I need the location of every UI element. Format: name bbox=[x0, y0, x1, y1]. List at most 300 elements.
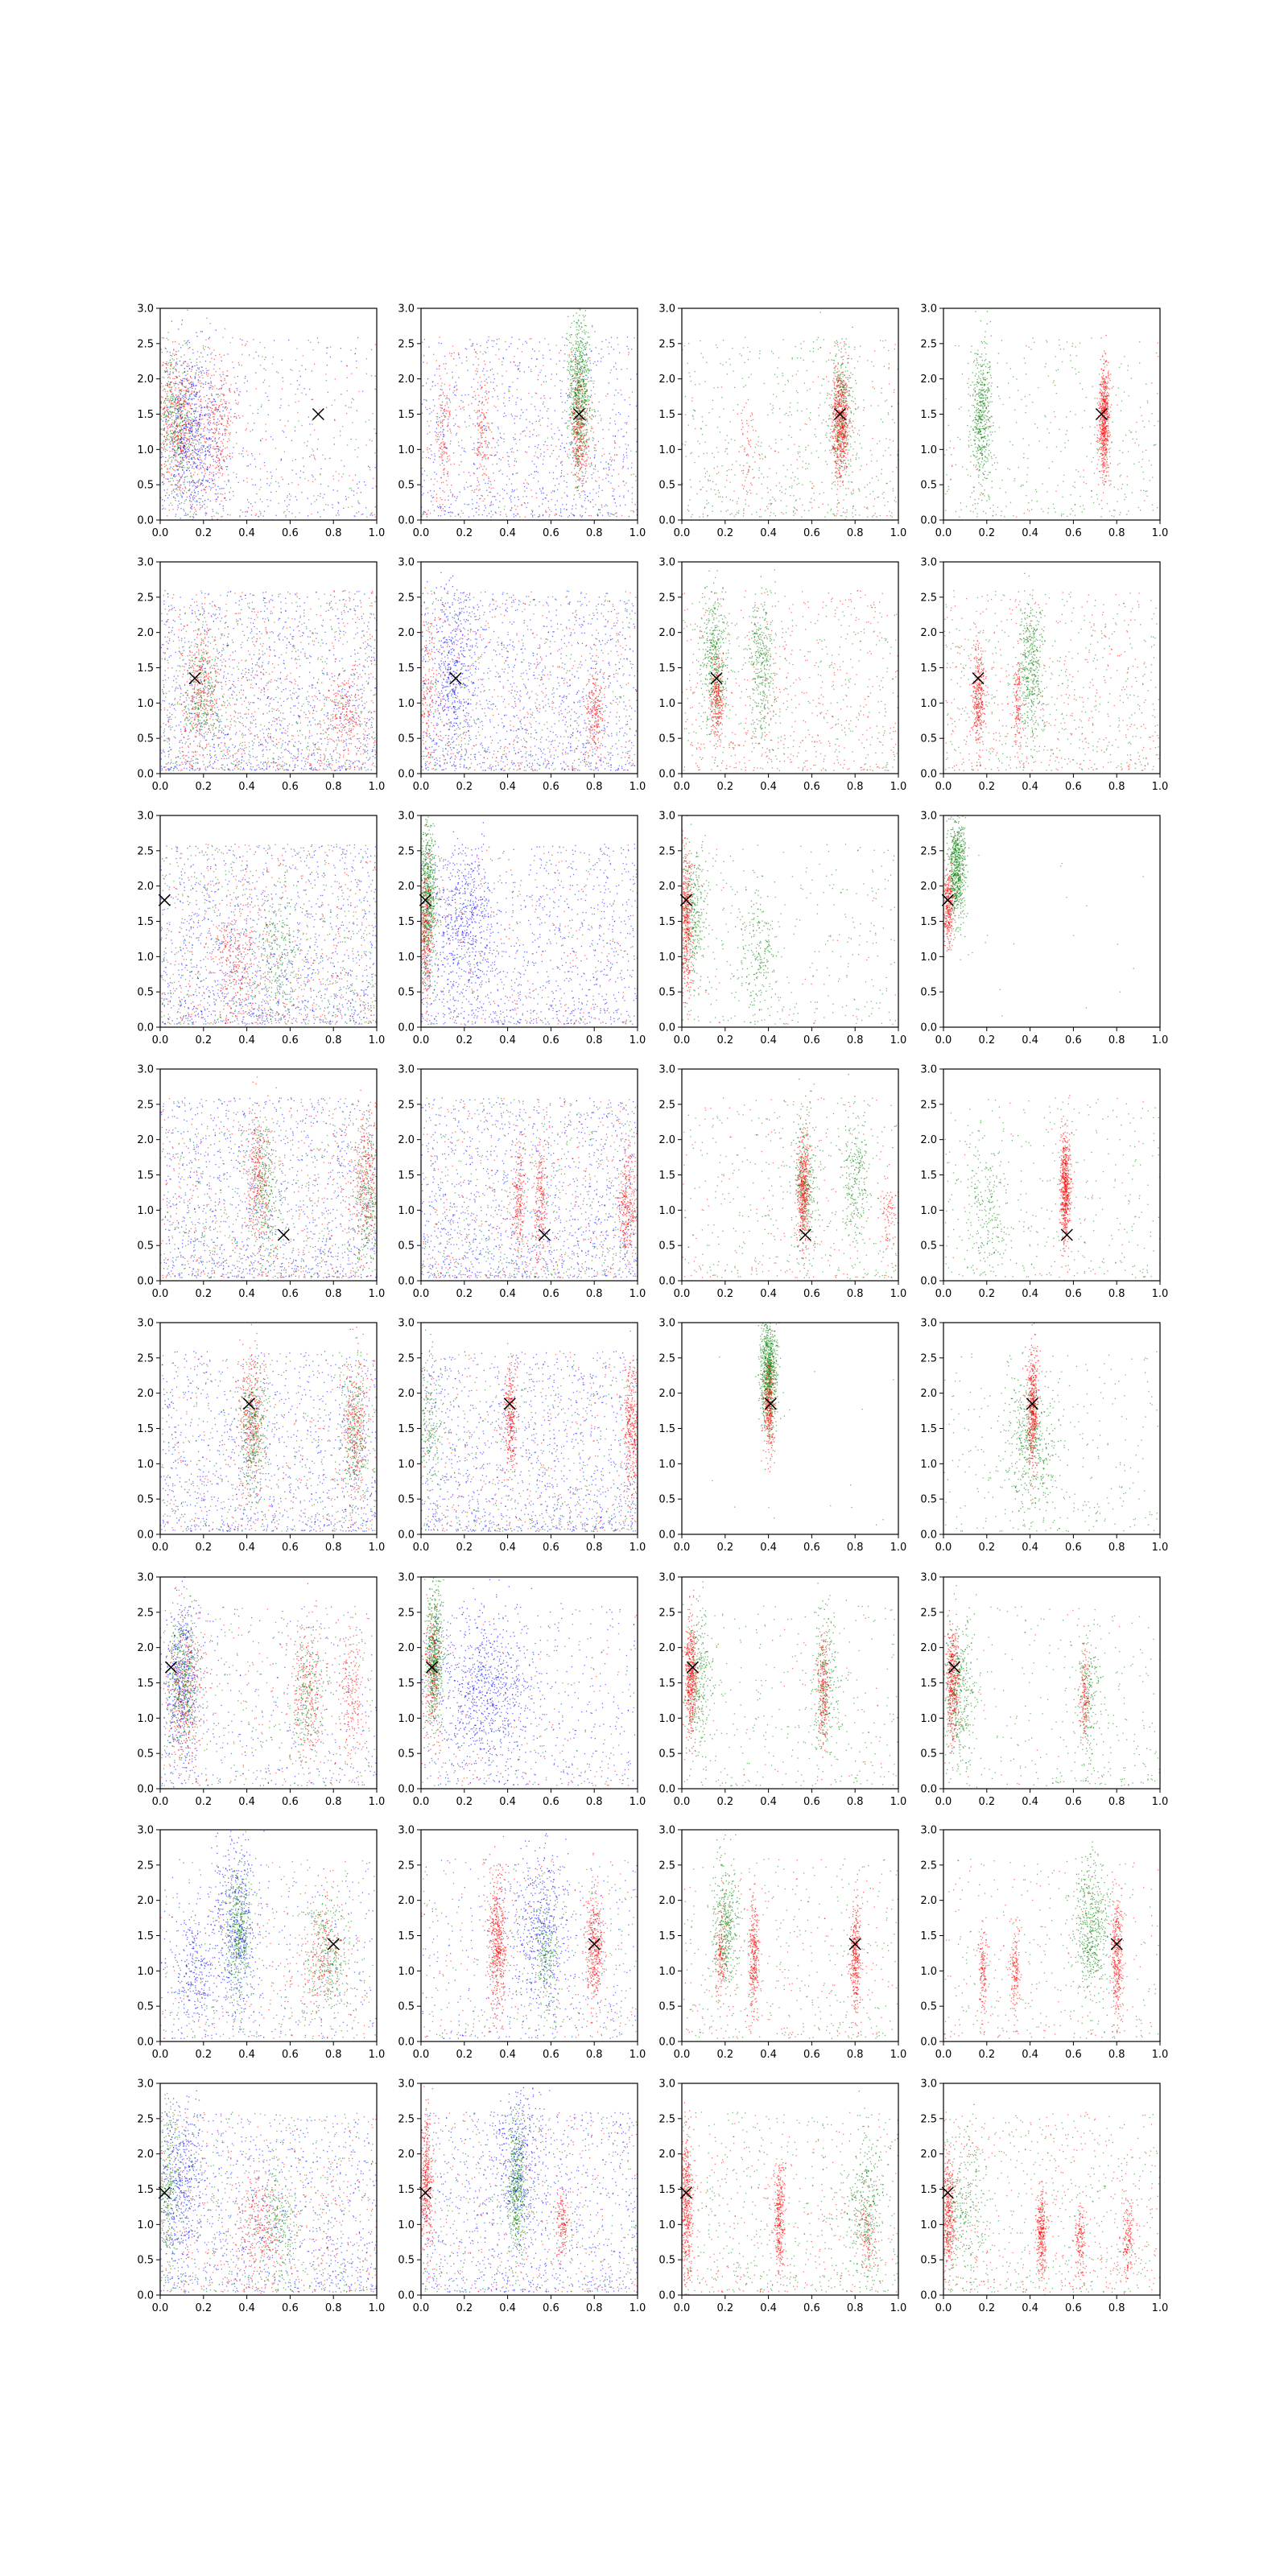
point-red bbox=[582, 506, 583, 507]
point-red bbox=[449, 413, 450, 414]
point-blue bbox=[473, 492, 474, 493]
point-red bbox=[154, 433, 155, 434]
point-red bbox=[232, 456, 233, 457]
point-red bbox=[173, 415, 174, 416]
point-red bbox=[167, 415, 168, 416]
point-red bbox=[555, 446, 556, 447]
point-red bbox=[442, 449, 443, 450]
point-green bbox=[270, 483, 271, 484]
point-green bbox=[190, 398, 191, 399]
point-red bbox=[189, 419, 190, 420]
point-green bbox=[171, 505, 172, 506]
point-red bbox=[215, 461, 216, 462]
point-blue bbox=[429, 413, 430, 414]
point-blue bbox=[573, 460, 574, 461]
point-green bbox=[251, 479, 252, 480]
point-red bbox=[519, 516, 520, 517]
point-red bbox=[469, 418, 470, 419]
point-red bbox=[583, 382, 584, 383]
point-green bbox=[577, 400, 578, 401]
point-blue bbox=[524, 430, 525, 431]
point-red bbox=[208, 369, 209, 370]
point-blue bbox=[183, 493, 184, 494]
point-green bbox=[187, 416, 188, 417]
point-blue bbox=[464, 504, 465, 505]
point-green bbox=[167, 396, 168, 397]
point-blue bbox=[177, 469, 178, 470]
point-red bbox=[213, 374, 214, 375]
point-blue bbox=[482, 514, 483, 515]
point-red bbox=[430, 513, 431, 514]
point-red bbox=[191, 442, 192, 443]
point-green bbox=[189, 501, 190, 502]
point-green bbox=[574, 378, 575, 379]
point-green bbox=[179, 403, 180, 404]
point-blue bbox=[189, 396, 190, 397]
point-blue bbox=[197, 368, 198, 369]
point-green bbox=[182, 443, 183, 444]
point-blue bbox=[494, 447, 495, 448]
x-tick-label: 0.4 bbox=[238, 527, 255, 539]
point-red bbox=[422, 413, 423, 414]
point-blue bbox=[181, 438, 182, 439]
point-green bbox=[163, 389, 164, 390]
point-red bbox=[175, 376, 176, 377]
point-blue bbox=[473, 378, 474, 379]
point-blue bbox=[177, 505, 178, 506]
point-red bbox=[195, 459, 196, 460]
point-red bbox=[429, 448, 430, 449]
point-red bbox=[154, 469, 155, 470]
point-blue bbox=[180, 382, 181, 383]
point-blue bbox=[204, 451, 205, 452]
point-blue bbox=[169, 495, 170, 496]
point-red bbox=[178, 394, 179, 395]
point-green bbox=[585, 347, 586, 348]
point-red bbox=[167, 383, 168, 384]
point-red bbox=[612, 459, 613, 460]
point-green bbox=[213, 416, 214, 417]
point-blue bbox=[337, 513, 338, 514]
point-red bbox=[163, 450, 164, 451]
point-blue bbox=[196, 487, 197, 488]
point-blue bbox=[526, 488, 527, 489]
point-blue bbox=[437, 439, 438, 440]
point-green bbox=[586, 343, 587, 344]
point-blue bbox=[359, 481, 360, 482]
point-red bbox=[200, 428, 201, 429]
point-green bbox=[295, 360, 296, 361]
point-blue bbox=[193, 394, 194, 395]
point-green bbox=[582, 476, 583, 477]
point-red bbox=[175, 408, 176, 409]
point-green bbox=[186, 451, 187, 452]
point-red bbox=[586, 441, 587, 442]
point-red bbox=[167, 471, 168, 472]
point-green bbox=[176, 361, 177, 362]
point-green bbox=[582, 342, 583, 343]
point-red bbox=[574, 431, 575, 432]
point-green bbox=[166, 465, 167, 466]
point-red bbox=[226, 382, 227, 383]
point-red bbox=[221, 423, 222, 424]
point-green bbox=[154, 400, 155, 401]
point-blue bbox=[209, 430, 210, 431]
point-red bbox=[425, 512, 426, 513]
point-red bbox=[442, 439, 443, 440]
point-green bbox=[581, 342, 582, 343]
point-red bbox=[291, 482, 292, 483]
point-green bbox=[157, 406, 158, 407]
point-green bbox=[356, 439, 357, 440]
point-blue bbox=[199, 377, 200, 378]
point-red bbox=[167, 374, 168, 375]
point-blue bbox=[584, 500, 585, 501]
point-blue bbox=[565, 451, 566, 452]
point-green bbox=[581, 348, 582, 349]
point-green bbox=[182, 416, 183, 417]
point-red bbox=[626, 423, 627, 424]
point-green bbox=[563, 411, 564, 412]
point-red bbox=[193, 474, 194, 475]
point-red bbox=[166, 410, 167, 411]
point-blue bbox=[264, 462, 265, 463]
point-blue bbox=[216, 448, 217, 449]
point-blue bbox=[189, 342, 190, 343]
point-blue bbox=[245, 511, 246, 512]
point-green bbox=[573, 378, 574, 379]
point-red bbox=[454, 390, 455, 391]
point-blue bbox=[529, 475, 530, 476]
point-red bbox=[220, 452, 221, 453]
point-red bbox=[217, 472, 218, 473]
point-red bbox=[334, 420, 335, 421]
point-blue bbox=[488, 478, 489, 479]
point-red bbox=[575, 487, 576, 488]
point-red bbox=[217, 397, 218, 398]
point-blue bbox=[216, 462, 217, 463]
point-blue bbox=[572, 514, 573, 515]
point-green bbox=[567, 345, 568, 346]
point-green bbox=[422, 514, 423, 515]
point-blue bbox=[542, 504, 543, 505]
point-green bbox=[187, 412, 188, 413]
point-green bbox=[191, 507, 192, 508]
point-green bbox=[578, 330, 579, 331]
point-red bbox=[175, 394, 176, 395]
point-red bbox=[246, 510, 247, 511]
point-red bbox=[216, 408, 217, 409]
point-red bbox=[525, 517, 526, 518]
point-red bbox=[440, 378, 441, 379]
point-blue bbox=[551, 436, 552, 437]
point-green bbox=[504, 441, 505, 442]
point-blue bbox=[549, 514, 550, 515]
point-red bbox=[184, 490, 185, 491]
point-blue bbox=[345, 499, 346, 500]
point-green bbox=[281, 459, 282, 460]
point-blue bbox=[608, 481, 609, 482]
point-blue bbox=[472, 345, 473, 346]
point-blue bbox=[245, 376, 246, 377]
point-green bbox=[171, 419, 172, 420]
point-green bbox=[175, 426, 176, 427]
point-red bbox=[629, 397, 630, 398]
point-blue bbox=[450, 512, 451, 513]
point-red bbox=[192, 455, 193, 456]
point-blue bbox=[337, 490, 338, 491]
point-red bbox=[577, 480, 578, 481]
point-green bbox=[172, 368, 173, 369]
point-red bbox=[315, 459, 316, 460]
point-green bbox=[576, 488, 577, 489]
point-blue bbox=[174, 397, 175, 398]
point-blue bbox=[375, 389, 376, 390]
point-blue bbox=[547, 418, 548, 419]
point-blue bbox=[211, 382, 212, 383]
point-red bbox=[422, 342, 423, 343]
point-blue bbox=[186, 440, 187, 441]
point-red bbox=[162, 473, 163, 474]
point-blue bbox=[190, 497, 191, 498]
point-green bbox=[167, 385, 168, 386]
point-green bbox=[163, 440, 164, 441]
point-blue bbox=[200, 484, 201, 485]
point-blue bbox=[536, 466, 537, 467]
point-blue bbox=[179, 473, 180, 474]
point-red bbox=[155, 430, 156, 431]
point-red bbox=[537, 456, 538, 457]
point-green bbox=[587, 420, 588, 421]
point-red bbox=[621, 515, 622, 516]
point-red bbox=[585, 408, 586, 409]
point-red bbox=[170, 373, 171, 374]
point-red bbox=[440, 410, 441, 411]
point-red bbox=[239, 516, 240, 517]
point-blue bbox=[370, 514, 371, 515]
point-blue bbox=[291, 513, 292, 514]
point-red bbox=[546, 511, 547, 512]
point-red bbox=[155, 392, 156, 393]
point-red bbox=[232, 361, 233, 362]
point-red bbox=[220, 423, 221, 424]
point-red bbox=[185, 394, 186, 395]
point-red bbox=[443, 508, 444, 509]
point-red bbox=[218, 466, 219, 467]
point-blue bbox=[317, 337, 318, 338]
point-red bbox=[220, 468, 221, 469]
point-red bbox=[167, 409, 168, 410]
point-red bbox=[208, 422, 209, 423]
point-red bbox=[452, 345, 453, 346]
point-green bbox=[179, 435, 180, 436]
point-blue bbox=[488, 483, 489, 484]
point-blue bbox=[485, 430, 486, 431]
point-red bbox=[502, 457, 503, 458]
point-green bbox=[582, 371, 583, 372]
point-blue bbox=[190, 464, 191, 465]
point-green bbox=[570, 444, 571, 445]
point-green bbox=[583, 339, 584, 340]
point-red bbox=[155, 397, 156, 398]
point-blue bbox=[613, 496, 614, 497]
point-blue bbox=[300, 470, 301, 471]
point-red bbox=[576, 423, 577, 424]
point-blue bbox=[345, 496, 346, 497]
point-red bbox=[632, 391, 633, 392]
point-green bbox=[175, 440, 176, 441]
point-blue bbox=[582, 515, 583, 516]
point-blue bbox=[148, 492, 149, 493]
point-green bbox=[506, 476, 507, 477]
point-green bbox=[591, 390, 592, 391]
point-red bbox=[578, 382, 579, 383]
point-green bbox=[578, 359, 579, 360]
point-red bbox=[171, 389, 172, 390]
point-green bbox=[161, 403, 162, 404]
point-blue bbox=[435, 374, 436, 375]
point-blue bbox=[344, 465, 345, 466]
point-blue bbox=[581, 517, 582, 518]
point-green bbox=[581, 356, 582, 357]
point-green bbox=[169, 407, 170, 408]
point-blue bbox=[323, 497, 324, 498]
point-blue bbox=[194, 413, 195, 414]
point-green bbox=[577, 334, 578, 335]
point-blue bbox=[255, 515, 256, 516]
point-red bbox=[375, 516, 376, 517]
point-red bbox=[579, 442, 580, 443]
point-green bbox=[576, 375, 577, 376]
point-green bbox=[573, 356, 574, 357]
point-red bbox=[490, 502, 491, 503]
point-red bbox=[500, 511, 501, 512]
point-red bbox=[583, 483, 584, 484]
point-red bbox=[183, 406, 184, 407]
point-blue bbox=[586, 447, 587, 448]
point-red bbox=[173, 433, 174, 434]
point-blue bbox=[427, 510, 428, 511]
point-blue bbox=[206, 439, 207, 440]
point-blue bbox=[468, 394, 469, 395]
point-blue bbox=[207, 354, 208, 355]
point-blue bbox=[248, 465, 249, 466]
point-green bbox=[588, 423, 589, 424]
point-blue bbox=[201, 436, 202, 437]
point-red bbox=[539, 516, 540, 517]
point-blue bbox=[505, 406, 506, 407]
point-red bbox=[477, 439, 478, 440]
point-green bbox=[326, 380, 327, 381]
point-green bbox=[426, 399, 427, 400]
point-blue bbox=[617, 392, 618, 393]
point-blue bbox=[487, 382, 488, 383]
point-blue bbox=[296, 499, 297, 500]
point-green bbox=[580, 420, 581, 421]
point-red bbox=[178, 436, 179, 437]
point-blue bbox=[220, 493, 221, 494]
point-blue bbox=[355, 475, 356, 476]
point-blue bbox=[208, 383, 209, 384]
point-red bbox=[180, 446, 181, 447]
point-red bbox=[439, 439, 440, 440]
point-red bbox=[576, 432, 577, 433]
point-red bbox=[216, 371, 217, 372]
point-red bbox=[436, 501, 437, 502]
point-red bbox=[612, 488, 613, 489]
point-red bbox=[190, 408, 191, 409]
point-blue bbox=[517, 450, 518, 451]
point-green bbox=[212, 352, 213, 353]
point-green bbox=[191, 413, 192, 414]
point-blue bbox=[528, 484, 529, 485]
point-green bbox=[571, 361, 572, 362]
point-blue bbox=[553, 450, 554, 451]
point-blue bbox=[215, 432, 216, 433]
point-blue bbox=[566, 504, 567, 505]
point-red bbox=[215, 355, 216, 356]
point-red bbox=[623, 466, 624, 467]
point-green bbox=[374, 514, 375, 515]
point-blue bbox=[584, 494, 585, 495]
point-blue bbox=[529, 421, 530, 422]
point-blue bbox=[517, 378, 518, 379]
point-blue bbox=[492, 496, 493, 497]
point-red bbox=[504, 397, 505, 398]
point-blue bbox=[189, 481, 190, 482]
point-green bbox=[163, 430, 164, 431]
point-red bbox=[216, 429, 217, 430]
point-blue bbox=[183, 398, 184, 399]
point-red bbox=[631, 474, 632, 475]
point-green bbox=[574, 407, 575, 408]
point-green bbox=[578, 485, 579, 486]
point-green bbox=[574, 398, 575, 399]
point-green bbox=[155, 467, 156, 468]
point-red bbox=[574, 400, 575, 401]
point-red bbox=[164, 447, 165, 448]
point-blue bbox=[332, 507, 333, 508]
point-green bbox=[190, 476, 191, 477]
point-blue bbox=[596, 450, 597, 451]
point-red bbox=[256, 388, 257, 389]
point-red bbox=[447, 395, 448, 396]
point-blue bbox=[524, 371, 525, 372]
point-blue bbox=[435, 431, 436, 432]
point-red bbox=[218, 446, 219, 447]
point-blue bbox=[573, 499, 574, 500]
point-red bbox=[576, 429, 577, 430]
point-red bbox=[450, 489, 451, 490]
point-red bbox=[181, 391, 182, 392]
point-green bbox=[576, 322, 577, 323]
point-blue bbox=[194, 416, 195, 417]
point-blue bbox=[243, 456, 244, 457]
point-red bbox=[230, 391, 231, 392]
point-blue bbox=[459, 445, 460, 446]
point-green bbox=[466, 482, 467, 483]
point-red bbox=[578, 450, 579, 451]
point-red bbox=[175, 369, 176, 370]
point-red bbox=[198, 482, 199, 483]
point-green bbox=[574, 452, 575, 453]
point-blue bbox=[219, 463, 220, 464]
point-green bbox=[184, 442, 185, 443]
point-green bbox=[588, 336, 589, 337]
point-red bbox=[220, 415, 221, 416]
point-red bbox=[578, 458, 579, 459]
point-blue bbox=[237, 376, 238, 377]
